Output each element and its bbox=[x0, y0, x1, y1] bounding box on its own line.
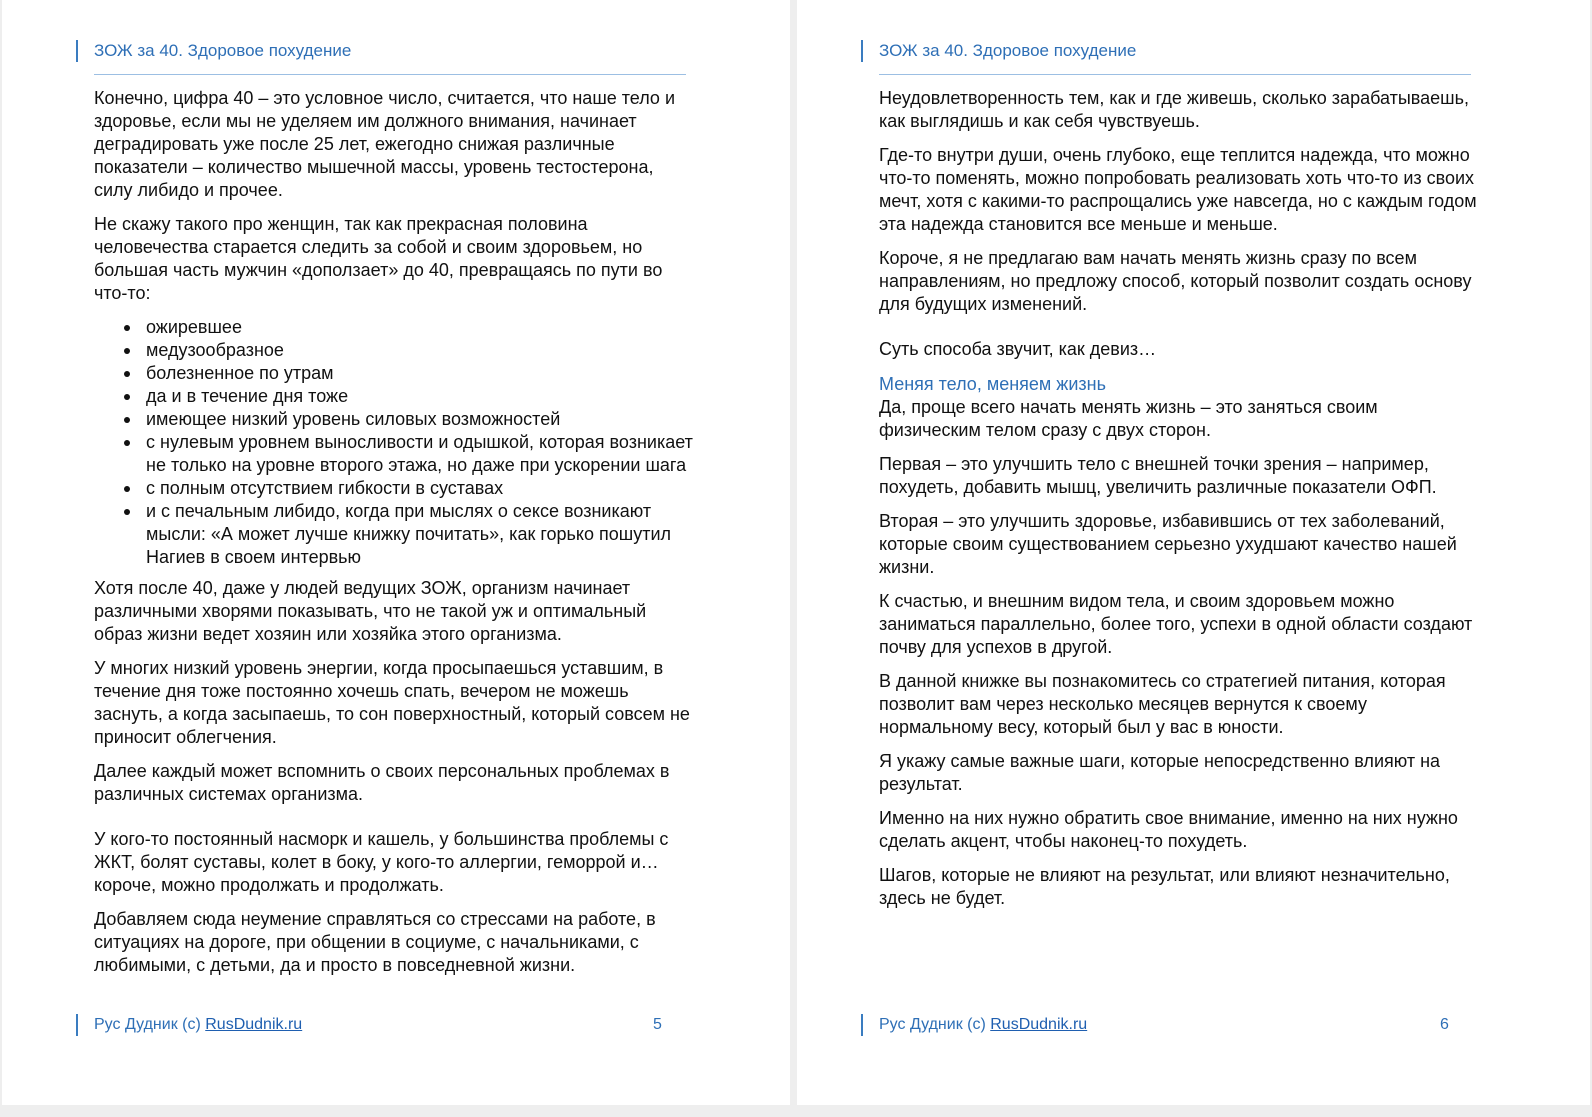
list-item: и с печальным либидо, когда при мыслях о сексе возникают мысли: «А может лучше книжку почитать», как горько пошутил Нагиев в своем интервью bbox=[146, 500, 694, 569]
paragraph: Да, проще всего начать менять жизнь – это заняться своим физическим телом сразу с двух сторон. bbox=[879, 397, 1378, 440]
page-footer bbox=[76, 1014, 318, 1036]
paragraph: Конечно, цифра 40 – это условное число, считается, что наше тело и здоровье, если мы не уделяем им должного внимания, начинает деградировать уже после 25 лет, ежегодно снижая различные показатели – количество мышечной массы, уровень тестостерона, силу либидо и прочее. bbox=[94, 88, 675, 200]
footer-text bbox=[94, 1016, 302, 1034]
list-item: да и в течение дня тоже bbox=[146, 385, 694, 408]
header-title: ЗОЖ за 40. Здоровое похудение bbox=[879, 41, 1137, 60]
list-item: медузообразное bbox=[146, 339, 694, 362]
paragraph: Вторая – это улучшить здоровье, избавившись от тех заболеваний, которые своим существованием серьезно ухудшают качество нашей жизни. bbox=[879, 511, 1457, 577]
footer-link[interactable]: RusDudnik.ru bbox=[990, 1016, 1088, 1033]
paragraph: У многих низкий уровень энергии, когда просыпаешься уставшим, в течение дня тоже постоянно хочешь спать, вечером не можешь заснуть, а когда засыпаешь, то сон поверхностный, который совсем не приносит облегчения. bbox=[94, 658, 690, 747]
paragraph: Добавляем сюда неумение справляться со стрессами на работе, в ситуациях на дороге, при общении в социуме, с начальниками, с любимыми, с детьми, да и просто в повседневной жизни. bbox=[94, 909, 656, 975]
page-header bbox=[76, 40, 678, 62]
paragraph: Далее каждый может вспомнить о своих персональных проблемах в различных системах организма. bbox=[94, 761, 670, 804]
page-number: 5 bbox=[653, 1016, 662, 1033]
paragraph: К счастью, и внешним видом тела, и своим здоровьем можно заниматься параллельно, более того, успехи в одной области создают почву для успехов в другой. bbox=[879, 591, 1473, 657]
paragraph: Первая – это улучшить тело с внешней точки зрения – например, похудеть, добавить мышц, увеличить различные показатели ОФП. bbox=[879, 454, 1437, 497]
header-rule bbox=[879, 74, 1471, 75]
paragraph: Не скажу такого про женщин, так как прекрасная половина человечества старается следить за собой и своим здоровьем, но большая часть мужчин «доползает» до 40, превращаясь по пути во что-то: bbox=[94, 214, 663, 303]
page-body bbox=[879, 87, 1483, 921]
paragraph: Неудовлетворенность тем, как и где живешь, сколько зарабатываешь, как выглядишь и как себя чувствуешь. bbox=[879, 88, 1469, 131]
list-item: с нулевым уровнем выносливости и одышкой, которая возникает не только на уровне второго этажа, но даже при ускорении шага bbox=[146, 432, 693, 475]
list-item: с полным отсутствием гибкости в суставах bbox=[146, 477, 694, 500]
paragraph: Шагов, которые не влияют на результат, или влияют незначительно, здесь не будет. bbox=[879, 865, 1450, 908]
paragraph: Хотя после 40, даже у людей ведущих ЗОЖ, организм начинает различными хворями показывать, что не такой уж и оптимальный образ жизни ведет хозяин или хозяйка этого организма. bbox=[94, 578, 647, 644]
paragraph: Короче, я не предлагаю вам начать менять жизнь сразу по всем направлениям, но предложу способ, который позволит создать основу для будущих изменений. bbox=[879, 248, 1472, 314]
footer-author: Рус Дудник (с) bbox=[94, 1016, 206, 1033]
footer-text bbox=[879, 1016, 1087, 1034]
header-rule bbox=[94, 74, 686, 75]
paragraph: Суть способа звучит, как девиз… bbox=[879, 339, 1157, 359]
section-heading: Меняя тело, меняем жизнь bbox=[879, 374, 1106, 394]
paragraph: Где-то внутри души, очень глубоко, еще теплится надежда, что можно что-то поменять, можно попробовать реализовать хоть что-то из своих мечт, хотя с какими-то распрощались уже навсегда, но с каждым годом эта надежда становится все меньше и меньше. bbox=[879, 145, 1477, 234]
list-item: ожиревшее bbox=[146, 316, 694, 339]
paragraph: В данной книжке вы познакомитесь со стратегией питания, которая позволит вам через несколько месяцев вернутся к своему нормальному весу, который был у вас в юности. bbox=[879, 671, 1446, 737]
page-footer bbox=[861, 1014, 1103, 1036]
page-number: 6 bbox=[1440, 1016, 1449, 1033]
list-item: болезненное по утрам bbox=[146, 362, 694, 385]
footer-link[interactable]: RusDudnik.ru bbox=[205, 1016, 303, 1033]
paragraph: Я укажу самые важные шаги, которые непосредственно влияют на результат. bbox=[879, 751, 1441, 794]
footer-author: Рус Дудник (с) bbox=[879, 1016, 991, 1033]
header-title: ЗОЖ за 40. Здоровое похудение bbox=[94, 41, 352, 60]
page-5 bbox=[2, 0, 790, 1105]
list-item: имеющее низкий уровень силовых возможностей bbox=[146, 408, 694, 431]
page-body bbox=[94, 87, 694, 988]
page-6 bbox=[797, 0, 1590, 1105]
page-header bbox=[861, 40, 1463, 62]
bullet-list bbox=[94, 316, 694, 569]
paragraph: Именно на них нужно обратить свое внимание, именно на них нужно сделать акцент, чтобы наконец-то похудеть. bbox=[879, 808, 1458, 851]
paragraph: У кого-то постоянный насморк и кашель, у большинства проблемы с ЖКТ, болят суставы, колет в боку, у кого-то аллергии, геморрой и… короче, можно продолжать и продолжать. bbox=[94, 829, 669, 895]
